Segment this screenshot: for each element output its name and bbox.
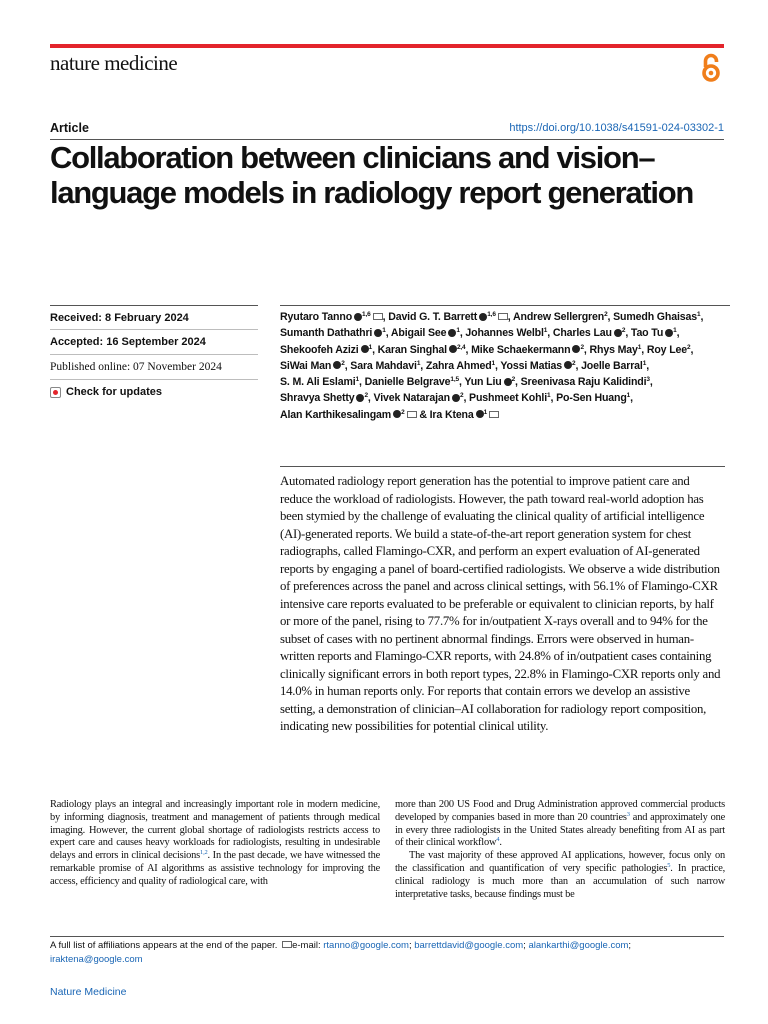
orcid-icon[interactable] <box>614 329 622 337</box>
article-title: Collaboration between clinicians and vision–language models in radiology report generation <box>50 140 693 210</box>
envelope-icon[interactable] <box>373 313 383 320</box>
citation-link[interactable]: 3 <box>626 810 630 818</box>
author[interactable] <box>631 327 677 339</box>
author-name: Ira Ktena <box>429 408 474 421</box>
author-name: Mike Schaekermann <box>471 343 571 356</box>
author-name: Zahra Ahmed <box>425 359 492 372</box>
envelope-icon <box>282 941 292 948</box>
author-affiliation: 1 <box>626 392 631 400</box>
author-name: Pushmeet Kohli <box>469 392 548 405</box>
footer-journal-name: Nature Medicine <box>50 986 127 998</box>
author-name: Ryutaro Tanno <box>280 311 353 323</box>
author[interactable] <box>388 311 508 323</box>
author-affiliation: 2 <box>621 327 626 335</box>
author-affiliation: 1,6 <box>362 311 371 318</box>
author-affiliation: 2 <box>511 376 516 384</box>
author-name: Po-Sen Huang <box>556 392 627 405</box>
author[interactable] <box>391 327 460 339</box>
received-date: Received: 8 February 2024 <box>50 305 258 330</box>
citation-link[interactable]: 4 <box>496 836 500 844</box>
author-name: SiWai Man <box>280 359 332 372</box>
citation-link[interactable]: 1,2 <box>200 849 208 857</box>
author-affiliation: 1 <box>483 408 488 416</box>
doi-link[interactable]: https://doi.org/10.1038/s41591-024-03302-1 <box>509 122 724 134</box>
author[interactable] <box>556 392 630 404</box>
author-name: Sreenivasa Raju Kalidindi <box>520 376 647 389</box>
author[interactable] <box>465 327 547 339</box>
author[interactable] <box>553 327 625 339</box>
author-affiliation: 1,6 <box>487 311 496 318</box>
author-affiliation: 1 <box>642 359 647 367</box>
check-for-updates-button[interactable] <box>50 380 258 405</box>
author-affiliation: 1 <box>547 392 551 400</box>
author-name: Rhys May <box>589 343 638 356</box>
author[interactable] <box>469 392 550 404</box>
orcid-icon[interactable] <box>665 329 673 337</box>
orcid-icon[interactable] <box>479 313 487 321</box>
envelope-icon[interactable] <box>407 411 417 418</box>
author-name: Sara Mahdavi <box>350 359 417 372</box>
author-affiliation: 2 <box>401 408 405 416</box>
check-for-updates-label: Check for updates <box>66 386 162 398</box>
author-name: Alan Karthikesalingam <box>280 408 392 421</box>
citation-link[interactable]: 5 <box>667 861 671 869</box>
author[interactable] <box>430 409 499 421</box>
footnote-rule <box>50 936 724 937</box>
author[interactable] <box>521 376 650 388</box>
orcid-icon[interactable] <box>354 313 362 321</box>
author[interactable] <box>365 376 459 388</box>
author[interactable] <box>471 344 584 356</box>
author[interactable] <box>613 311 700 323</box>
author[interactable] <box>280 327 386 339</box>
author[interactable] <box>500 360 575 372</box>
orcid-icon[interactable] <box>452 394 460 402</box>
body-column-right <box>395 799 725 901</box>
author-name: Joelle Barral <box>581 359 643 372</box>
author[interactable] <box>280 409 417 421</box>
author-affiliation: 1 <box>673 327 677 335</box>
author-affiliation: 2 <box>604 311 608 318</box>
author-affiliation: 1,5 <box>450 376 459 384</box>
body-paragraph: Radiology plays an integral and increasingly important role in modern medicine, by informing diagnosis, treatment and management of patients through medical imaging. However, the current global shortage of radiologists restricts access to expert care and causes heavy workloads for radiologists, resulting in undesirable delays and errors in clinical decisions$^{1,2}$. In the past decade, we have witnessed the remarkable promise of AI algorithms as assistive technology for improving the access, efficiency and quality of radiological care, with <box>50 799 380 887</box>
author[interactable] <box>647 344 691 356</box>
author-affiliation: 1 <box>543 327 548 335</box>
envelope-icon[interactable] <box>498 313 508 320</box>
author-name: Abigail See <box>390 327 447 340</box>
open-access-icon <box>700 52 722 84</box>
email-link[interactable]: alankarthi@google.com <box>528 940 629 951</box>
author-name: Yun Liu <box>464 376 502 389</box>
article-type: Article <box>50 121 89 135</box>
orcid-icon[interactable] <box>361 345 369 353</box>
author-name: Johannes Welbl <box>465 327 544 340</box>
author-affiliation: 1 <box>637 343 642 351</box>
author-name: Tao Tu <box>630 327 664 340</box>
author[interactable] <box>280 392 368 404</box>
author[interactable] <box>350 360 420 372</box>
author[interactable] <box>280 311 383 323</box>
author-name: S. M. Ali Eslami <box>280 376 356 389</box>
orcid-icon[interactable] <box>504 378 512 386</box>
author-affiliation: 1 <box>368 343 373 351</box>
author[interactable] <box>426 360 495 372</box>
author-list: Ryutaro Tanno $^{1,6}$ , David G. T. Barrett $^{1,6}$ , Andrew Sellergren$^2$, Sumedh Ghaisas$^1$, Sumanth Dathathri $^1$, Abigail See $^1$, Johannes Welbl$^1$, Charles Lau $^2$, Tao Tu $^1$, Shekoofeh Azizi $^1$, Karan Singhal $^{2,4}$, Mike Schaekermann $^2$, Rhys May$^1$, Roy Lee$^2$, SiWai Man $^2$, Sara Mahdavi$^1$, Zahra Ahmed$^1$, Yossi Matias $^2$, Joelle Barral$^1$, S. M. Ali Eslami$^1$, Danielle Belgrave$^{1,5}$, Yun Liu $^2$, Sreenivasa Raju Kalidindi$^3$, Shravya Shetty $^2$, Vivek Natarajan $^2$, Pushmeet Kohli$^1$, Po-Sen Huang$^1$, Alan Karthikesalingam $^2$ & Ira Ktena $^1$ <box>280 305 730 423</box>
author-affiliation: 2 <box>580 343 584 351</box>
author-name: Yossi Matias <box>500 359 562 372</box>
author[interactable] <box>280 360 345 372</box>
author[interactable] <box>513 311 608 323</box>
author-affiliation: 2,4 <box>456 343 466 351</box>
body-paragraph: The vast majority of these approved AI applications, however, focus only on the classification and quantification of very specific pathologies$^5$. In practice, clinical radiology is much more than an accumulation of such narrow interpretative tasks, because findings must be <box>395 850 726 900</box>
author-affiliation: 1 <box>416 359 421 367</box>
author-name: Andrew Sellergren <box>513 311 605 323</box>
author-affiliation: 3 <box>646 376 650 384</box>
author-name: Vivek Natarajan <box>373 392 450 405</box>
author-name: Karan Singhal <box>377 343 447 356</box>
author-name: Sumanth Dathathri <box>280 327 373 340</box>
author-name: David G. T. Barrett <box>388 311 478 323</box>
author-affiliation: 1 <box>696 311 701 318</box>
email-link[interactable]: rtanno@google.com <box>323 940 409 951</box>
author-affiliation: 1 <box>355 376 359 384</box>
affiliations-footnote: A full list of affiliations appears at the end of the paper. e-mail: rtanno@google.com; barrettdavid@google.com; alankarthi@google.com; iraktena@google.com <box>50 940 632 965</box>
author-affiliation: 1 <box>382 327 386 335</box>
envelope-icon[interactable] <box>489 411 499 418</box>
orcid-icon[interactable] <box>476 410 484 418</box>
orcid-icon[interactable] <box>449 345 457 353</box>
orcid-icon[interactable] <box>393 410 401 418</box>
journal-name: nature medicine <box>50 51 178 75</box>
author-name: Shekoofeh Azizi <box>280 343 359 356</box>
author-affiliation: 2 <box>687 343 691 351</box>
author[interactable] <box>280 376 359 388</box>
author-affiliation: 2 <box>459 392 464 400</box>
email-link[interactable]: iraktena@google.com <box>50 954 143 965</box>
author-affiliation: 2 <box>341 359 345 367</box>
author[interactable] <box>378 344 466 356</box>
author-name: Danielle Belgrave <box>364 376 451 389</box>
author-affiliation: 2 <box>572 359 576 367</box>
body-column-left <box>50 799 380 889</box>
journal-header-bar <box>50 44 724 48</box>
article-metadata <box>50 305 258 405</box>
published-date: Published online: 07 November 2024 <box>50 355 258 380</box>
author[interactable] <box>581 360 646 372</box>
author-name: Charles Lau <box>552 327 612 340</box>
author-name: Roy Lee <box>646 343 688 356</box>
author-name: Sumedh Ghaisas <box>613 311 697 323</box>
author[interactable] <box>374 392 464 404</box>
author-affiliation: 2 <box>364 392 368 400</box>
body-paragraph: more than 200 US Food and Drug Administration approved commercial products developed by companies based in more than 20 countries$^3$ and approximately one in every three radiologists in the United States already benefiting from AI as part of their clinical workflow$^4$. <box>395 799 725 849</box>
author[interactable] <box>590 344 642 356</box>
author-name: Shravya Shetty <box>280 392 355 405</box>
accepted-date: Accepted: 16 September 2024 <box>50 330 258 355</box>
check-for-updates-icon <box>50 387 61 398</box>
orcid-icon[interactable] <box>564 361 572 369</box>
author[interactable] <box>280 344 372 356</box>
author-affiliation: 1 <box>456 327 460 335</box>
author-affiliation: 1 <box>491 359 495 367</box>
author[interactable] <box>464 376 515 388</box>
email-link[interactable]: barrettdavid@google.com <box>414 940 524 951</box>
abstract: Automated radiology report generation has the potential to improve patient care and reduce the workload of radiologists. However, the path toward real-world adoption has been stymied by the challenge of evaluating the clinical quality of artificial intelligence (AI)-generated reports. We build a state-of-the-art report generation system for chest radiographs, called Flamingo-CXR, and perform an expert evaluation of AI-generated reports by engaging a panel of board-certified radiologists. We observe a wide distribution of preferences across the panel and across clinical settings, with 56.1% of Flamingo-CXR intensive care reports evaluated to be preferable or equivalent to clinician reports, by half or more of the panel, rising to 77.7% for in/outpatient X-rays overall and to 94% for the subset of cases with no pertinent abnormal findings. Errors were observed in human-written reports and Flamingo-CXR reports, with 24.8% of in/outpatient cases containing clinically significant errors in both report types, 22.8% in Flamingo-CXR reports only and 14.0% in human reports only. For reports that contain errors we develop an assistive setting, a demonstration of clinician–AI collaboration for radiology report composition, indicating new possibilities for potential clinical utility. <box>280 466 725 736</box>
